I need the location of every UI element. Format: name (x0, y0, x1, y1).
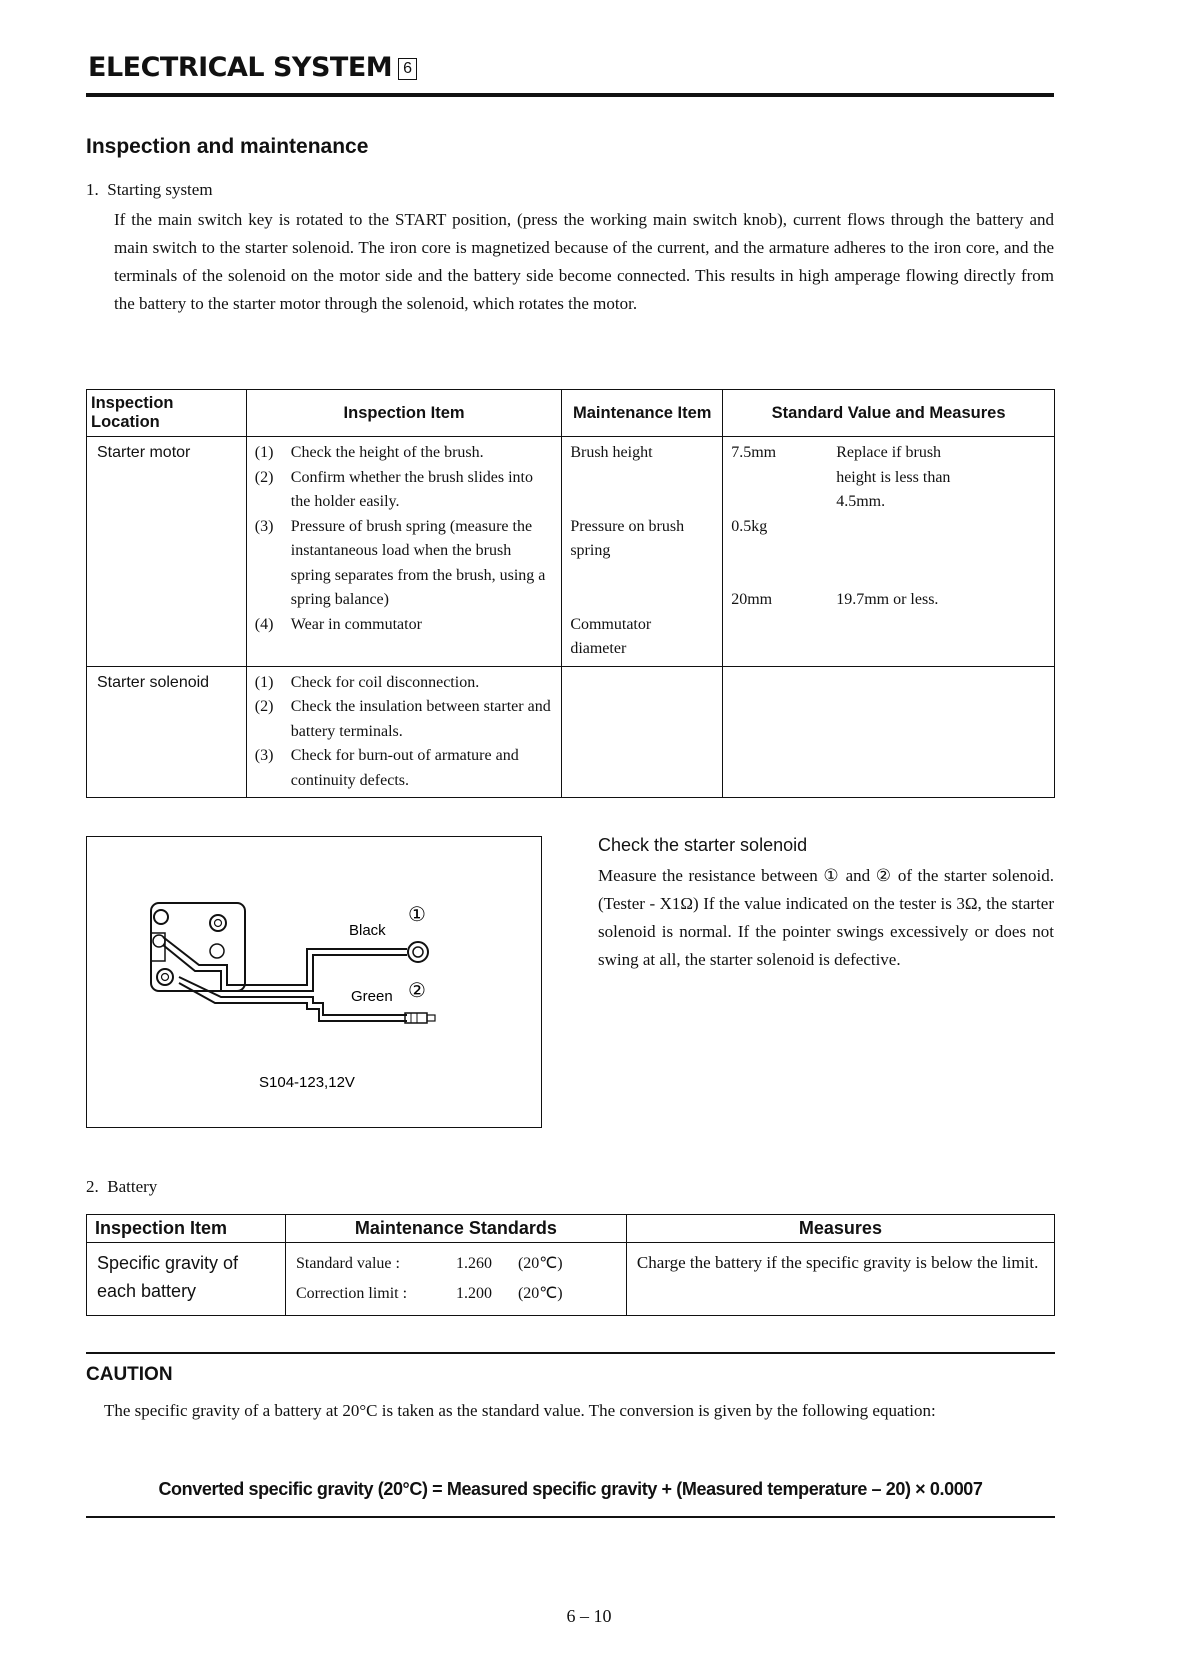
check-solenoid-heading: Check the starter solenoid (598, 835, 808, 855)
std-spring-value: 0.5kg (731, 517, 768, 535)
table-row (87, 666, 1055, 798)
maintenance-brush-height: Brush height (570, 444, 653, 461)
header-inspection-item: Inspection Item (246, 390, 562, 437)
standard-value-row: Standard value : 1.260 (20℃) (295, 1255, 563, 1272)
table-row (87, 1243, 1055, 1316)
starter-motor-standard (723, 437, 1055, 667)
solenoid-figure (86, 836, 542, 1128)
table-row (87, 437, 1055, 667)
battery-standards (285, 1243, 626, 1316)
item2-label (86, 1177, 157, 1197)
item1-number: 1. (86, 180, 99, 199)
battery-inspection-item: Specific gravity of each battery (87, 1243, 286, 1316)
starter-inspection-table (86, 389, 1055, 798)
header-maintenance-standards: Maintenance Standards (285, 1215, 626, 1243)
starter-solenoid-steps (246, 666, 562, 798)
caution-heading: CAUTION (86, 1364, 173, 1385)
solenoid-diagram (87, 837, 543, 1129)
table-header-row (87, 1215, 1055, 1243)
std-commutator-measure: 19.7mm or less. (836, 591, 939, 608)
chapter-number-box: 6 (398, 58, 416, 80)
battery-measures: Charge the battery if the specific gravity is below the limit. (626, 1243, 1054, 1316)
caution-rule-top (86, 1352, 1055, 1354)
starter-solenoid-standard (723, 666, 1055, 798)
starter-motor-maintenance (562, 437, 723, 667)
item2-title: Battery (107, 1177, 158, 1196)
list-item: (1) Check for coil disconnection. (254, 673, 480, 691)
check-solenoid-paragraph: Measure the resistance between ① and ② of the starter solenoid. (Tester - X1Ω) If the value indicated on the tester is 3Ω, the starter solenoid is normal. If the pointer swings excessively or does not swing at all, the starter solenoid is defective. (598, 866, 1054, 969)
marker-2: ② (408, 978, 426, 1002)
header-inspection-item: Inspection Item (87, 1215, 286, 1243)
list-item: (2) Check the insulation between starter and battery terminals. (254, 698, 551, 740)
header-inspection-location: Inspection Location (87, 390, 247, 437)
header-rule (86, 93, 1054, 97)
std-commutator-value: 20mm (731, 591, 773, 608)
figure-caption: S104-123,12V (259, 1074, 355, 1091)
caution-text: The specific gravity of a battery at 20°C is taken as the standard value. The conversion is given by the following equation: (104, 1401, 936, 1420)
header-standard-value: Standard Value and Measures (723, 390, 1055, 437)
header-measures: Measures (626, 1215, 1054, 1243)
starter-solenoid-maintenance (562, 666, 723, 798)
list-item: (2) Confirm whether the brush slides into the holder easily. (254, 468, 533, 510)
chapter-title: ELECTRICAL SYSTEM (88, 52, 393, 83)
marker-1: ① (408, 902, 426, 926)
page-header-title (88, 52, 417, 83)
page-number: 6 – 10 (566, 1606, 612, 1626)
battery-table (86, 1214, 1055, 1316)
location-starter-solenoid: Starter solenoid (87, 666, 247, 798)
header-maintenance-item: Maintenance Item (562, 390, 723, 437)
std-brush-measure: Replace if brush height is less than 4.5mm. (836, 444, 951, 510)
item1-label (86, 180, 213, 200)
item1-title: Starting system (107, 180, 213, 199)
caution-rule-bottom (86, 1516, 1055, 1518)
location-starter-motor: Starter motor (87, 437, 247, 667)
intro-paragraph: If the main switch key is rotated to the START position, (press the working main switch knob), current flows through the battery and main switch to the starter solenoid. The iron core is magnetized because of the current, and the armature adheres to the iron core, and the terminals of the solenoid on the motor side and the battery side become connected. This results in high amperage flowing directly from the battery to the starter motor through the solenoid, which rotates the motor. (114, 210, 1054, 313)
list-item: (4) Wear in commutator (254, 615, 422, 633)
std-brush-value: 7.5mm (731, 444, 777, 461)
section-heading: Inspection and maintenance (86, 135, 369, 158)
label-black: Black (349, 922, 386, 939)
table-header-row (87, 390, 1055, 437)
list-item: (3) Pressure of brush spring (measure the instantaneous load when the brush spring separates from the brush, using a spring balance) (254, 517, 546, 608)
maintenance-brush-spring: Pressure on brush spring (570, 517, 685, 559)
list-item: (3) Check for burn-out of armature and continuity defects. (254, 747, 519, 789)
label-green: Green (351, 988, 393, 1005)
maintenance-commutator: Commutator diameter (570, 615, 652, 657)
correction-limit-row: Correction limit : 1.200 (20℃) (295, 1285, 563, 1302)
item2-number: 2. (86, 1177, 99, 1196)
starter-motor-steps (246, 437, 562, 667)
list-item: (1) Check the height of the brush. (254, 444, 484, 461)
conversion-formula: Converted specific gravity (20°C) = Measured specific gravity + (Measured temperature – 20) × 0.0007 (158, 1479, 983, 1499)
